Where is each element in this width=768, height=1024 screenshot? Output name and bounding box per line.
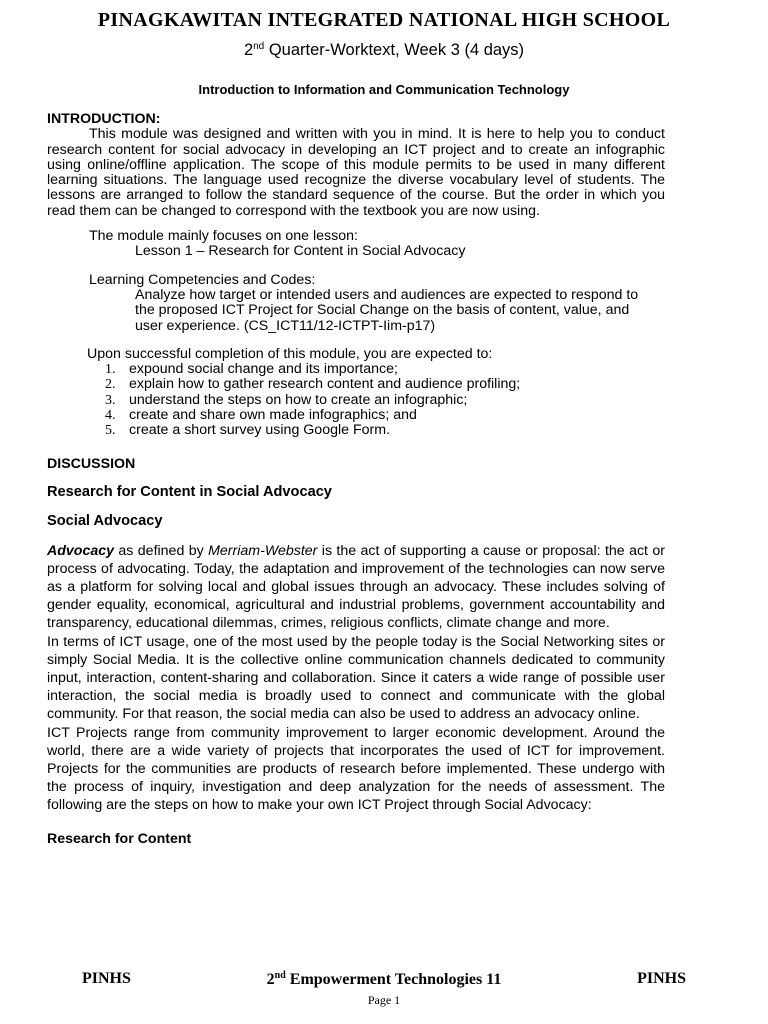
discussion-heading: DISCUSSION <box>47 455 136 472</box>
item-text: explain how to gather research content and audience profiling; <box>129 376 521 393</box>
footer-number: 2 <box>266 971 275 988</box>
list-item <box>105 423 665 438</box>
item-number: 4. <box>105 408 116 424</box>
quarter-text: Quarter-Worktext, Week 3 (4 days) <box>264 41 525 59</box>
discussion-body <box>47 542 665 815</box>
item-number: 2. <box>105 377 116 393</box>
subsection-title: Social Advocacy <box>47 513 163 530</box>
school-name: PINAGKAWITAN INTEGRATED NATIONAL HIGH SCHOOL <box>97 9 671 31</box>
item-number: 3. <box>105 392 116 408</box>
advocacy-paragraph <box>47 542 665 633</box>
competency-text: Analyze how target or intended users and audiences are expected to respond to the proposed ICT Project for Social Change on the basis of content, value, and user experience. (CS_ICT11/12-ICTPT-Iim-p17) <box>135 286 639 334</box>
section-title: Research for Content in Social Advocacy <box>47 483 332 500</box>
list-item <box>105 377 665 392</box>
ict-usage-paragraph: In terms of ICT usage, one of the most used by the people today is the Social Networking sites or simply Social Media. It is the collective online communication channels dedicated to community input, interaction, content-sharing and collaboration. Since it caters a wide range of possible user interaction, the social media is broadly used to connect and communicate with the global community. For that reason, the social media can also be used to address an advocacy online. <box>47 633 665 723</box>
research-content-heading: Research for Content <box>47 830 192 847</box>
list-item <box>105 408 665 423</box>
quarter-number: 2 <box>243 41 254 59</box>
quarter-ordinal: nd <box>253 41 265 52</box>
item-text: create a short survey using Google Form. <box>129 422 391 439</box>
item-text: expound social change and its importance; <box>129 361 398 378</box>
focus-intro: The module mainly focuses on one lesson: <box>89 228 358 245</box>
objectives-list <box>105 362 665 438</box>
advocacy-term: Advocacy <box>47 542 115 559</box>
list-item <box>105 362 665 377</box>
footer-ordinal: nd <box>274 970 286 981</box>
page-number: Page 1 <box>367 993 401 1007</box>
introduction-paragraph: This module was designed and written with you in mind. It is here to help you to conduct research content for social advocacy in developing an ICT project and to create an infographic using online/offline application. The scope of this module permits to be used in many different learning situations. The language used recognize the diverse vocabulary level of students. The lessons are arranged to follow the standard sequence of the course. But the order in which you read them can be changed to correspond with the textbook you are now using. <box>47 126 665 219</box>
objectives-intro: Upon successful completion of this module, you are expected to: <box>87 345 493 362</box>
introduction-heading: INTRODUCTION: <box>47 111 161 127</box>
item-text: understand the steps on how to create an infographic; <box>129 391 468 408</box>
worktext-week <box>0 41 768 60</box>
footer-course: Empowerment Technologies 11 <box>285 971 502 988</box>
page-footer <box>0 970 768 992</box>
page-content <box>47 112 665 847</box>
ict-projects-paragraph: ICT Projects range from community improvement to larger economic development. Around the world, there are a wide variety of projects that incorporates the used of ICT for improvement. Projects for the communities are products of research before implemented. These undergo with the process of inquiry, investigation and deep analyzation for the needs of assessment. The following are the steps on how to make your own ICT Project through Social Advocacy: <box>47 724 665 814</box>
list-item <box>105 393 665 408</box>
advocacy-source: Merriam-Webster <box>208 542 318 559</box>
item-text: create and share own made infographics; and <box>129 407 417 424</box>
advocacy-text-a: as defined by <box>114 542 209 559</box>
item-number: 5. <box>105 423 116 439</box>
footer-left: PINHS <box>82 970 131 987</box>
advocacy-text-b: is the act of supporting a cause or proposal: the act or process of advocating. Today, the adaptation and improvement of the technologies can now serve as a platform for solving local and global issues through an advocacy. These includes solving of gender equality, economical, agricultural and industrial problems, government accountability and transparency, educational dilemmas, crimes, religious conflicts, climate change and more. <box>47 542 665 632</box>
footer-right: PINHS <box>637 970 686 987</box>
lesson-title: Lesson 1 – Research for Content in Social Advocacy <box>135 243 466 260</box>
item-number: 1. <box>105 362 116 378</box>
competencies-heading: Learning Competencies and Codes: <box>89 271 316 288</box>
subject-title: Introduction to Information and Communication Technology <box>198 82 570 97</box>
